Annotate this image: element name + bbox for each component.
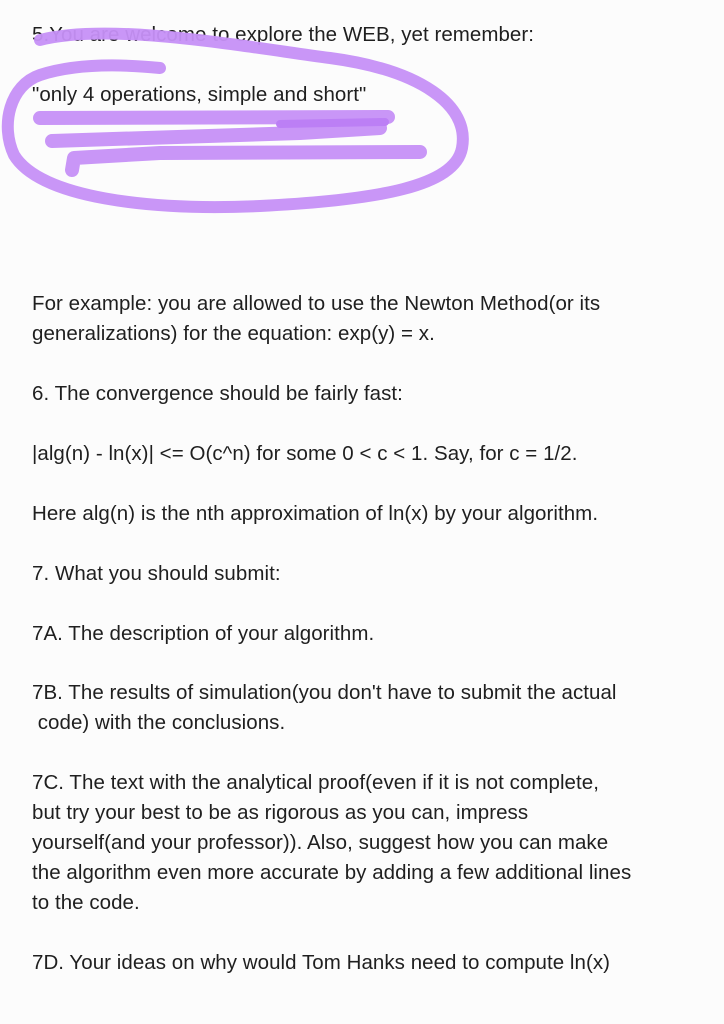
item-5-heading: 5.You are welcome to explore the WEB, yet remember: bbox=[32, 23, 534, 46]
item-7a: 7A. The description of your algorithm. bbox=[32, 622, 375, 645]
scribble-line-2 bbox=[52, 128, 380, 141]
item-5-quote: "only 4 operations, simple and short" bbox=[32, 83, 367, 106]
item-7c-line-5: to the code. bbox=[32, 891, 140, 914]
scribble-line-1 bbox=[40, 117, 388, 118]
item-7c-line-4: the algorithm even more accurate by adding a few additional lines bbox=[32, 861, 632, 884]
item-7d: 7D. Your ideas on why would Tom Hanks need to compute ln(x) bbox=[32, 951, 611, 974]
scribble-accent bbox=[280, 122, 385, 124]
item-7c-line-1: 7C. The text with the analytical proof(even if it is not complete, bbox=[32, 771, 599, 794]
item-7b-line-1: 7B. The results of simulation(you don't have to submit the actual bbox=[32, 681, 617, 704]
example-line-2: generalizations) for the equation: exp(y) = x. bbox=[32, 322, 435, 345]
item-6-bound: |alg(n) - ln(x)| <= O(c^n) for some 0 < c < 1. Say, for c = 1/2. bbox=[32, 442, 578, 465]
item-6-note: Here alg(n) is the nth approximation of ln(x) by your algorithm. bbox=[32, 502, 599, 525]
item-7c-line-3: yourself(and your professor)). Also, suggest how you can make bbox=[32, 831, 609, 854]
circle-stroke bbox=[8, 34, 463, 207]
item-7-heading: 7. What you should submit: bbox=[32, 562, 281, 585]
item-6-heading: 6. The convergence should be fairly fast: bbox=[32, 382, 403, 405]
item-7b-line-2: code) with the conclusions. bbox=[32, 711, 286, 734]
example-line-1: For example: you are allowed to use the Newton Method(or its bbox=[32, 292, 601, 315]
item-7c-line-2: but try your best to be as rigorous as you can, impress bbox=[32, 801, 529, 824]
scribble-line-3 bbox=[72, 152, 420, 170]
